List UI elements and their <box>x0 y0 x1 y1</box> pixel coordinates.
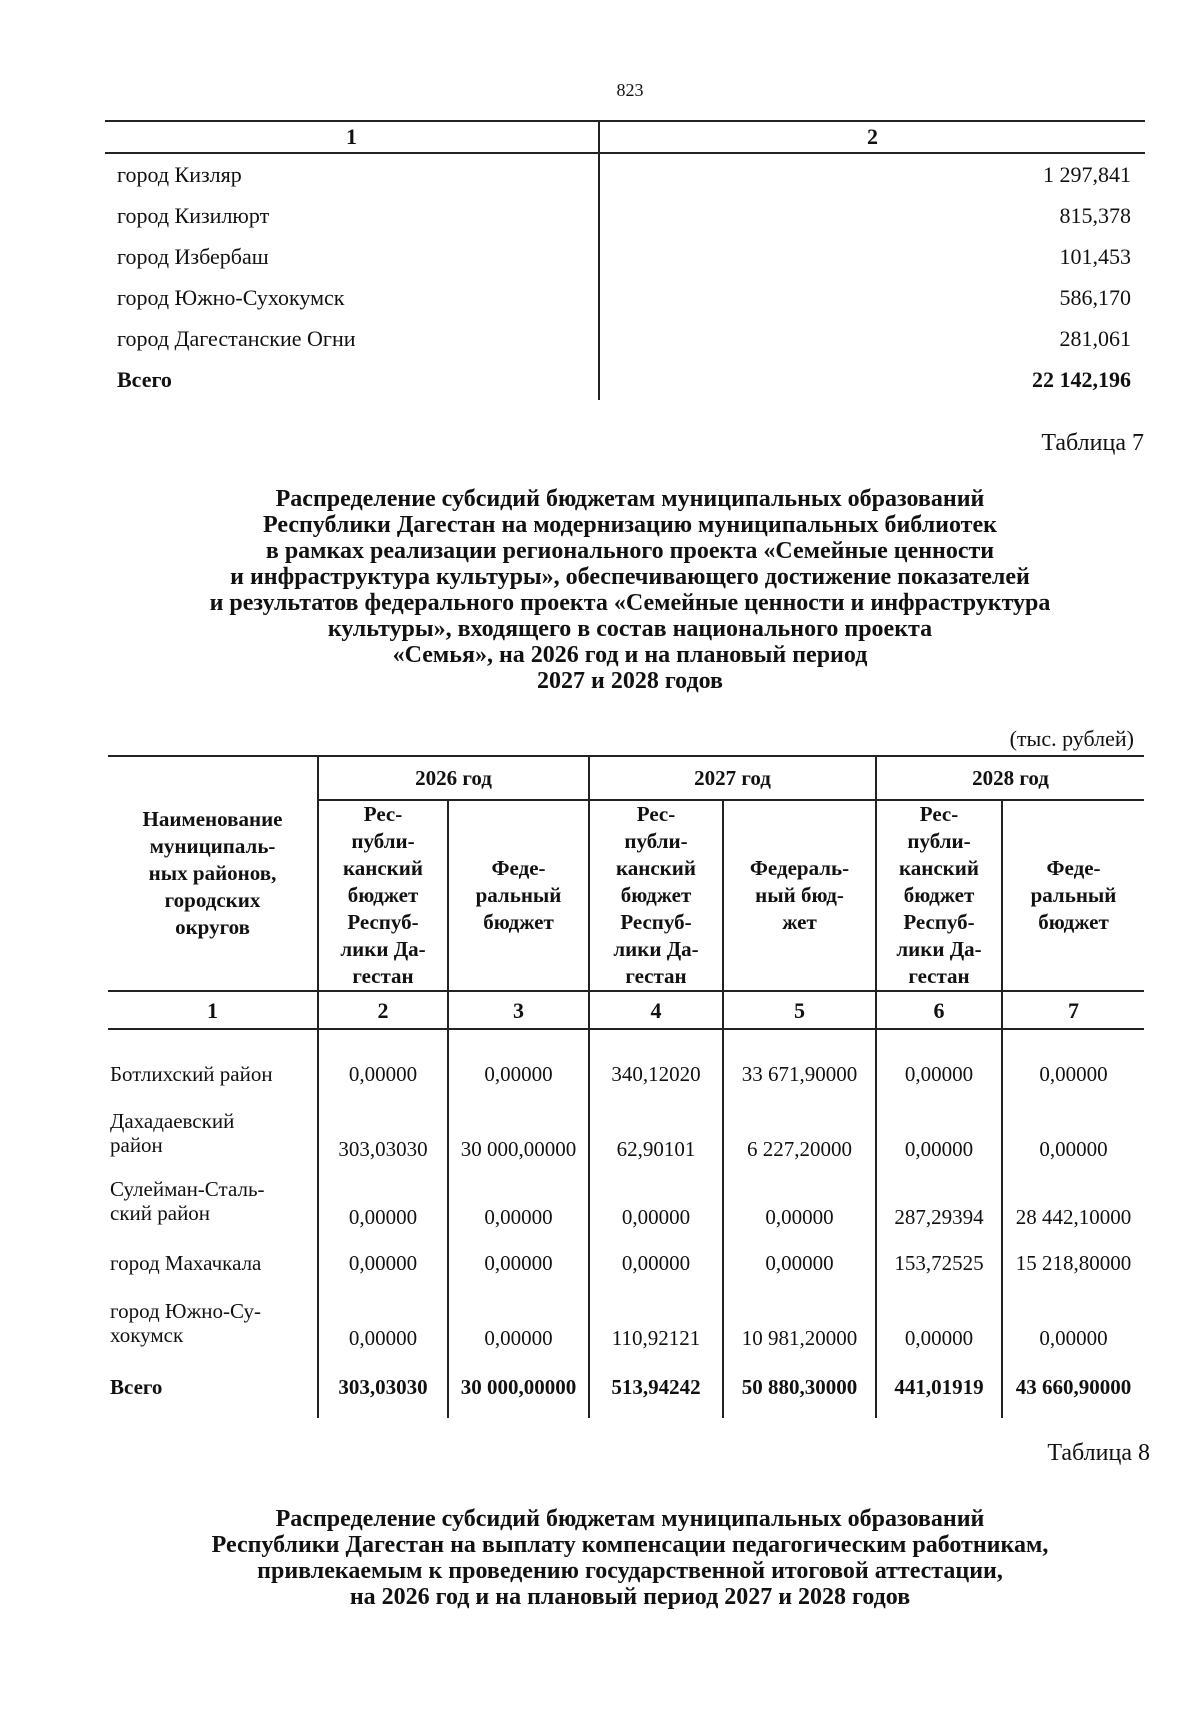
total-value: 513,94242 <box>589 1356 723 1418</box>
column-number: 2 <box>318 991 448 1029</box>
federal-budget-header-2026: Феде- ральный бюджет <box>448 800 589 991</box>
year-header-row <box>108 756 1144 800</box>
total-value: 50 880,30000 <box>723 1356 876 1418</box>
title-line: Республики Дагестан на модернизацию муниципальных библиотек <box>263 512 997 538</box>
federal-budget-header-2027: Федераль- ный бюд- жет <box>723 800 876 991</box>
republic-budget-header-2027: Рес- публи- канский бюджет Респуб- лики Да- гестан <box>589 800 723 991</box>
title-line: Распределение субсидий бюджетам муниципальных образований <box>275 486 985 512</box>
column-number: 1 <box>108 991 318 1029</box>
page-number: 823 <box>616 80 644 100</box>
table-row <box>108 1290 1144 1356</box>
republic-budget-header-2026: Рес- публи- канский бюджет Респуб- лики Да- гестан <box>318 800 448 991</box>
title-line: и результатов федерального проекта «Семейные ценности и инфраструктура <box>209 590 1051 616</box>
row-name: Ботлихский район <box>110 1062 273 1086</box>
table-row <box>105 236 1145 277</box>
column-number: 7 <box>1002 991 1144 1029</box>
cell-value: 0,00000 <box>318 1167 448 1235</box>
total-label: Всего <box>110 1375 163 1399</box>
federal-budget-header-2028: Феде- ральный бюджет <box>1002 800 1144 991</box>
cell-value: 33 671,90000 <box>723 1049 876 1099</box>
header-line: ных районов, <box>148 861 277 885</box>
cell-value: 303,03030 <box>318 1099 448 1167</box>
header-line: Наименование <box>142 807 283 831</box>
cell-value: 0,00000 <box>448 1167 589 1235</box>
cell-value: 0,00000 <box>1002 1099 1144 1167</box>
title-line: в рамках реализации регионального проекта «Семейные ценности <box>265 538 995 564</box>
cell-value: 0,00000 <box>589 1235 723 1290</box>
year-2027-header: 2027 год <box>589 756 876 800</box>
row-value: 101,453 <box>1059 243 1131 269</box>
header-line: округов <box>175 915 250 939</box>
row-name: Сулейман-Сталь- ский район <box>110 1177 265 1225</box>
row-name: город Кизляр <box>105 153 599 195</box>
cell-value: 0,00000 <box>318 1049 448 1099</box>
column-number: 4 <box>589 991 723 1029</box>
row-value: 281,061 <box>1059 325 1131 351</box>
row-name: город Южно-Сухокумск <box>105 277 599 318</box>
title-line: Республики Дагестан на выплату компенсации педагогическим работникам, <box>211 1532 1049 1558</box>
cell-value: 10 981,20000 <box>723 1290 876 1356</box>
cell-value: 28 442,10000 <box>1002 1167 1144 1235</box>
cell-value: 340,12020 <box>589 1049 723 1099</box>
cell-value: 0,00000 <box>448 1290 589 1356</box>
cell-value: 0,00000 <box>448 1049 589 1099</box>
cell-value: 15 218,80000 <box>1002 1235 1144 1290</box>
cell-value: 287,29394 <box>876 1167 1002 1235</box>
total-label: Всего <box>105 359 599 400</box>
header-line: муниципаль- <box>149 834 276 858</box>
row-value: 586,170 <box>1059 284 1131 310</box>
cell-value: 62,90101 <box>589 1099 723 1167</box>
row-value: 815,378 <box>1059 202 1131 228</box>
total-value: 441,01919 <box>876 1356 1002 1418</box>
table-8-label: Таблица 8 <box>1047 1440 1150 1466</box>
title-line: и инфраструктура культуры», обеспечивающего достижение показателей <box>230 564 1030 590</box>
header-line: городских <box>164 888 261 912</box>
row-name: город Дагестанские Огни <box>105 318 599 359</box>
year-2028-header: 2028 год <box>876 756 1144 800</box>
title-line: «Семья», на 2026 год и на плановый период <box>392 642 868 668</box>
total-row <box>105 359 1145 400</box>
table-row <box>108 1167 1144 1235</box>
cell-value: 6 227,20000 <box>723 1099 876 1167</box>
table-7-title <box>130 486 1130 694</box>
row-name: город Избербаш <box>105 236 599 277</box>
title-line: 2027 и 2028 годов <box>537 668 723 694</box>
cell-value: 0,00000 <box>1002 1290 1144 1356</box>
table-row <box>105 195 1145 236</box>
cell-value: 0,00000 <box>1002 1049 1144 1099</box>
spacer-row <box>108 1029 1144 1049</box>
column-header-2: 2 <box>599 121 1145 153</box>
cell-value: 0,00000 <box>723 1235 876 1290</box>
name-column-header <box>108 756 318 991</box>
row-name: город Южно-Су- хокумск <box>110 1299 261 1347</box>
table-row <box>108 1049 1144 1099</box>
units-label: (тыс. рублей) <box>1009 726 1134 751</box>
cell-value: 110,92121 <box>589 1290 723 1356</box>
table-7 <box>108 755 1144 1418</box>
cell-value: 0,00000 <box>318 1290 448 1356</box>
table-row <box>108 1235 1144 1290</box>
row-name: город Кизилюрт <box>105 195 599 236</box>
column-number-row <box>108 991 1144 1029</box>
total-value: 30 000,00000 <box>448 1356 589 1418</box>
table-row <box>105 153 1145 195</box>
previous-table-header <box>105 121 1145 153</box>
table-row <box>108 1099 1144 1167</box>
column-header-1: 1 <box>105 121 599 153</box>
table-7-label: Таблица 7 <box>1041 430 1144 456</box>
cell-value: 0,00000 <box>589 1167 723 1235</box>
total-row <box>108 1356 1144 1418</box>
table-row <box>105 318 1145 359</box>
table-8-title <box>130 1506 1130 1610</box>
republic-budget-header-2028: Рес- публи- канский бюджет Респуб- лики Да- гестан <box>876 800 1002 991</box>
total-value: 303,03030 <box>318 1356 448 1418</box>
cell-value: 153,72525 <box>876 1235 1002 1290</box>
title-line: Распределение субсидий бюджетам муниципальных образований <box>275 1506 985 1532</box>
cell-value: 0,00000 <box>448 1235 589 1290</box>
column-number: 6 <box>876 991 1002 1029</box>
title-line: на 2026 год и на плановый период 2027 и 2028 годов <box>349 1584 911 1610</box>
table-row <box>105 277 1145 318</box>
title-line: культуры», входящего в состав национального проекта <box>327 616 933 642</box>
year-2026-header: 2026 год <box>318 756 589 800</box>
row-name: Дахадаевский район <box>110 1109 235 1157</box>
total-value: 43 660,90000 <box>1002 1356 1144 1418</box>
cell-value: 0,00000 <box>723 1167 876 1235</box>
previous-table <box>105 120 1145 400</box>
cell-value: 0,00000 <box>318 1235 448 1290</box>
cell-value: 0,00000 <box>876 1290 1002 1356</box>
cell-value: 30 000,00000 <box>448 1099 589 1167</box>
column-number: 5 <box>723 991 876 1029</box>
row-value: 1 297,841 <box>1043 161 1131 187</box>
cell-value: 0,00000 <box>876 1099 1002 1167</box>
total-value: 22 142,196 <box>1032 366 1131 392</box>
title-line: привлекаемым к проведению государственной итоговой аттестации, <box>257 1558 1003 1584</box>
column-number: 3 <box>448 991 589 1029</box>
cell-value: 0,00000 <box>876 1049 1002 1099</box>
row-name: город Махачкала <box>110 1250 262 1275</box>
